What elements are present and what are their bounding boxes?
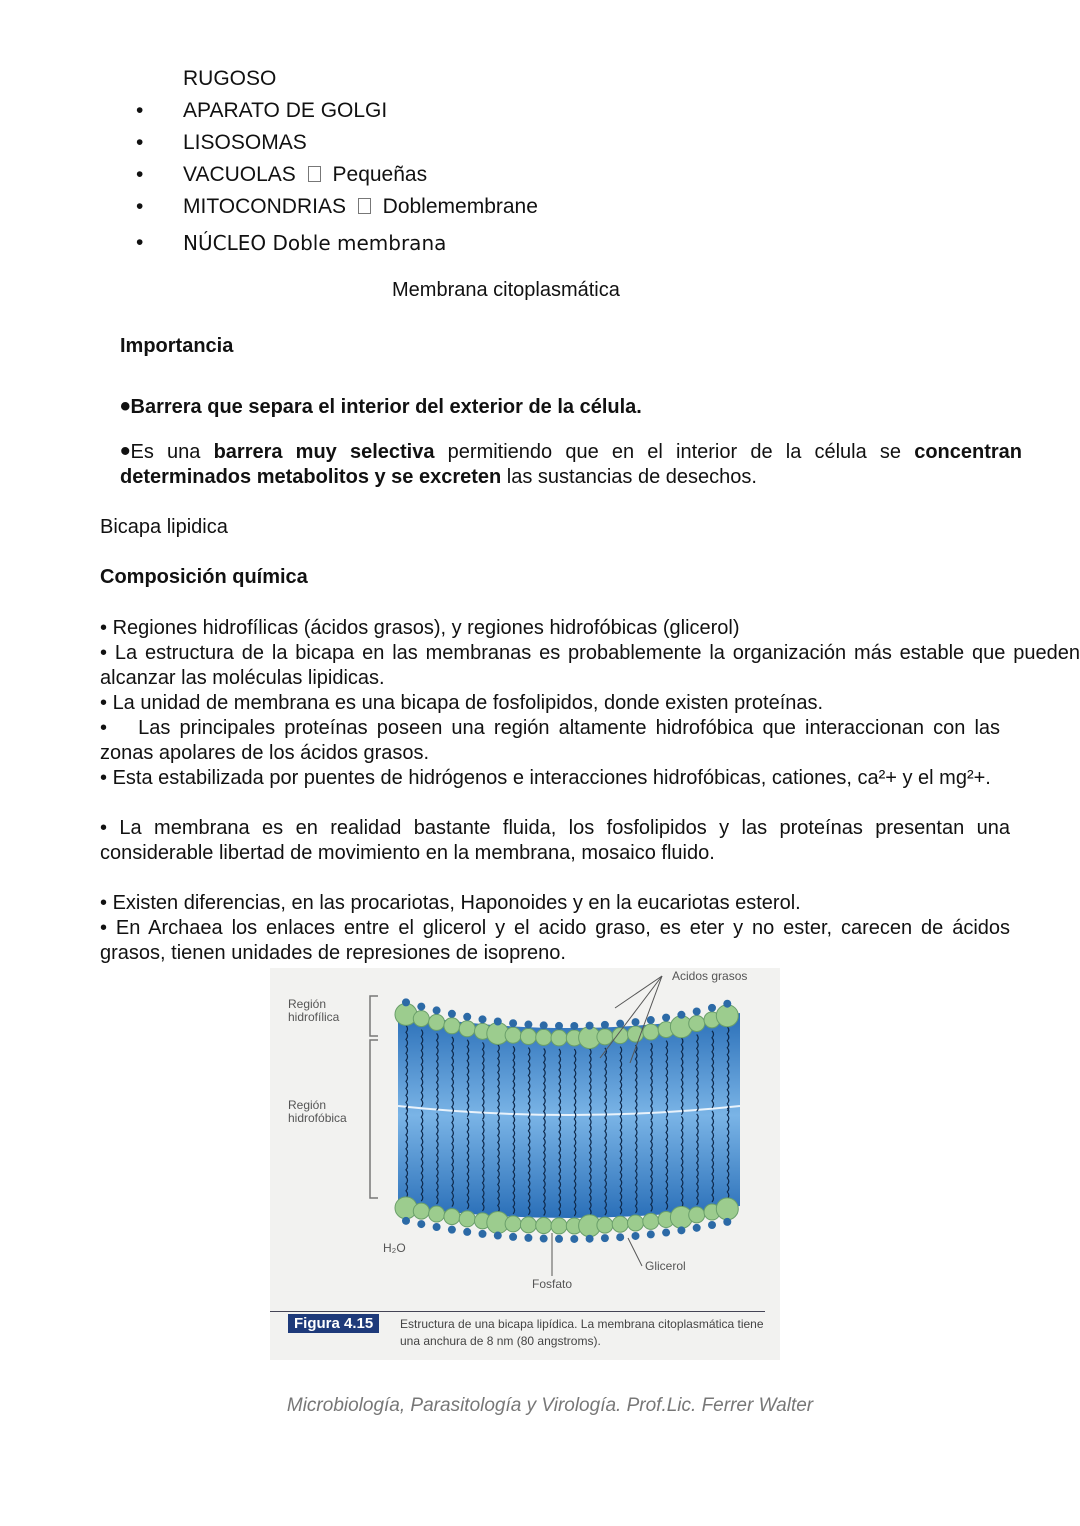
phosphate-head	[708, 1004, 716, 1012]
composicion-text: Existen diferencias, en las procariotas, Haponoides y en la eucariotas esterol.	[112, 892, 801, 914]
phosphate-head	[494, 1232, 502, 1240]
phosphate-head	[677, 1011, 685, 1019]
text-segment: Es una	[130, 441, 214, 463]
bold-segment: barrera muy selectiva	[213, 441, 435, 463]
glycerol-head	[612, 1028, 628, 1044]
glycerol-head	[716, 1198, 738, 1220]
importancia-text: Barrera que separa el interior del exterior de la célula.	[130, 396, 642, 418]
organelle-name: NÚCLEO Doble membrana	[183, 231, 447, 255]
bullet-icon: •	[136, 231, 144, 254]
label-region-hidrofilica: Región hidrofílica	[288, 997, 340, 1024]
glycerol-head	[520, 1029, 536, 1045]
figure-caption: Estructura de una bicapa lipídica. La membrana citoplasmática tiene una anchura de 8 nm (80 angstroms).	[400, 1317, 764, 1348]
glycerol-head	[628, 1215, 644, 1231]
phosphate-head	[509, 1019, 517, 1027]
phosphate-head	[723, 1000, 731, 1008]
composicion-item: • La membrana es en realidad bastante fluida, los fosfolipidos y las proteínas presentan una considerable libertad de movimiento en la membrana, mosaico fluido.	[100, 817, 1010, 864]
organelle-item	[183, 66, 276, 92]
phosphate-head	[662, 1229, 670, 1237]
glycerol-head	[689, 1016, 705, 1032]
composicion-item: • Existen diferencias, en las procariotas, Haponoides y en la eucariotas esterol.	[100, 892, 801, 914]
bullet-icon: •	[136, 163, 144, 186]
phosphate-head	[509, 1233, 517, 1241]
phosphate-head	[417, 1220, 425, 1228]
phosphate-head	[616, 1020, 624, 1028]
importancia-item-2	[120, 435, 1023, 490]
phosphate-head	[494, 1017, 502, 1025]
phosphate-head	[632, 1018, 640, 1026]
phosphate-head	[463, 1013, 471, 1021]
composicion-text: La membrana es en realidad bastante fluida, los fosfolipidos y las proteínas presentan una considerable libertad de movimiento en la membrana, mosaico fluido.	[100, 817, 1010, 864]
leader-line	[628, 1238, 642, 1266]
phosphate-head	[448, 1226, 456, 1234]
glycerol-head	[689, 1207, 705, 1223]
phosphate-head	[693, 1008, 701, 1016]
importancia-item-1	[120, 390, 642, 423]
phosphate-head	[647, 1016, 655, 1024]
bracket-hidrofobica	[370, 1040, 378, 1198]
importancia-heading: Importancia	[120, 335, 234, 357]
organelle-item	[136, 230, 447, 256]
composicion-item: • La unidad de membrana es una bicapa de fosfolipidos, donde existen proteínas.	[100, 692, 824, 714]
organelle-item	[136, 162, 428, 188]
phosphate-head	[570, 1022, 578, 1030]
glycerol-head	[444, 1018, 460, 1034]
glycerol-head	[536, 1218, 552, 1234]
bold-segment: concentran determinados metabolitos y se excreten	[120, 441, 1023, 488]
phosphate-head	[601, 1234, 609, 1242]
glycerol-head	[716, 1005, 738, 1027]
phosphate-head	[555, 1235, 563, 1243]
glycerol-head	[459, 1021, 475, 1037]
phosphate-head	[570, 1235, 578, 1243]
section-title: Membrana citoplasmática	[392, 279, 620, 301]
glycerol-head	[536, 1029, 552, 1045]
composicion-heading: Composición química	[100, 566, 308, 588]
phosphate-head	[479, 1230, 487, 1238]
glycerol-head	[505, 1216, 521, 1232]
phosphate-head	[524, 1021, 532, 1029]
composicion-text: En Archaea los enlaces entre el glicerol y el acido graso, es eter y no ester, carecen de ácidos grasos, tienen unidades de represiones de isopreno.	[100, 917, 1011, 964]
organelle-item	[136, 194, 538, 220]
organelle-name: LISOSOMAS	[183, 131, 307, 154]
composicion-text: Esta estabilizada por puentes de hidrógenos e interacciones hidrofóbicas, cationes, ca²+ y el mg²+.	[112, 767, 991, 789]
phosphate-head	[417, 1003, 425, 1011]
glycerol-head	[429, 1206, 445, 1222]
bracket-hidrofilica	[370, 996, 378, 1036]
leader-line	[615, 976, 662, 1008]
composicion-item: • Regiones hidrofílicas (ácidos grasos), y regiones hidrofóbicas (glicerol)	[100, 617, 740, 639]
composicion-item: • Esta estabilizada por puentes de hidrógenos e interacciones hidrofóbicas, cationes, ca²+ y el mg²+.	[100, 767, 991, 789]
phosphate-head	[662, 1014, 670, 1022]
bullet-icon: •	[120, 435, 131, 468]
label-fosfato: Fosfato	[532, 1277, 573, 1291]
composicion-item: • La estructura de la bicapa en las membranas es probablemente la organización más estable que pueden alcanzar las moléculas lipidicas.	[100, 642, 1080, 689]
phosphate-head	[632, 1232, 640, 1240]
glycerol-head	[413, 1203, 429, 1219]
page-footer: Microbiología, Parasitología y Virología. Prof.Lic. Ferrer Walter	[286, 1395, 814, 1416]
composicion-text: La unidad de membrana es una bicapa de fosfolipidos, donde existen proteínas.	[112, 692, 824, 714]
glycerol-head	[444, 1209, 460, 1225]
glycerol-head	[643, 1024, 659, 1040]
phosphate-head	[433, 1006, 441, 1014]
organelle-note: Doblemembrane	[382, 195, 538, 218]
phosphate-head	[540, 1021, 548, 1029]
composicion-item: • En Archaea los enlaces entre el glicerol y el acido graso, es eter y no ester, carecen de ácidos grasos, tienen unidades de represiones de isopreno.	[100, 917, 1011, 964]
phosphate-head	[586, 1022, 594, 1030]
bullet-icon: •	[136, 99, 144, 122]
missing-glyph-icon	[358, 198, 371, 214]
figure-number: Figura 4.15	[288, 1314, 379, 1333]
organelle-name: RUGOSO	[183, 67, 277, 90]
glycerol-head	[520, 1217, 536, 1233]
composicion-text: La estructura de la bicapa en las membranas es probablemente la organización más estable que pueden alcanzar las moléculas lipidicas.	[100, 642, 1080, 689]
composicion-item: • Las principales proteínas poseen una región altamente hidrofóbica que interaccionan con las zonas apolares de los ácidos grasos.	[100, 717, 1001, 764]
phosphate-head	[708, 1221, 716, 1229]
phosphate-head	[540, 1235, 548, 1243]
phosphate-head	[402, 998, 410, 1006]
glycerol-head	[505, 1027, 521, 1043]
text-segment: permitiendo que en el interior de la célula se	[434, 441, 915, 463]
glycerol-head	[612, 1216, 628, 1232]
composicion-text: Las principales proteínas poseen una región altamente hidrofóbica que interaccionan con las zonas apolares de los ácidos grasos.	[100, 717, 1001, 764]
label-h2o: H₂O	[383, 1241, 406, 1255]
glycerol-head	[551, 1218, 567, 1234]
glycerol-head	[551, 1030, 567, 1046]
phosphate-head	[647, 1230, 655, 1238]
organelle-note: Pequeñas	[332, 163, 428, 186]
phosphate-head	[402, 1217, 410, 1225]
phosphate-head	[555, 1022, 563, 1030]
label-region-hidrofobica: Región hidrofóbica	[288, 1098, 347, 1125]
organelle-item	[136, 130, 307, 156]
glycerol-head	[597, 1029, 613, 1045]
glycerol-head	[643, 1213, 659, 1229]
caption-divider	[270, 1311, 765, 1312]
phosphate-head	[601, 1021, 609, 1029]
phosphate-head	[616, 1233, 624, 1241]
missing-glyph-icon	[308, 166, 321, 182]
label-acidos-grasos: Acidos grasos	[672, 969, 748, 983]
organelle-name: VACUOLAS	[183, 163, 296, 186]
phosphate-head	[586, 1235, 594, 1243]
phosphate-head	[463, 1228, 471, 1236]
organelle-name: MITOCONDRIAS	[183, 195, 346, 218]
bilayer-figure	[270, 968, 780, 1360]
bicapa-label: Bicapa lipidica	[100, 516, 228, 538]
phosphate-head	[433, 1223, 441, 1231]
phosphate-head	[693, 1224, 701, 1232]
phosphate-head	[677, 1226, 685, 1234]
composicion-text: Regiones hidrofílicas (ácidos grasos), y regiones hidrofóbicas (glicerol)	[112, 617, 740, 639]
phosphate-head	[524, 1234, 532, 1242]
label-glicerol: Glicerol	[645, 1259, 686, 1273]
glycerol-head	[597, 1217, 613, 1233]
organelle-item	[136, 98, 388, 124]
bullet-icon: •	[136, 195, 144, 218]
glycerol-head	[459, 1211, 475, 1227]
glycerol-head	[429, 1014, 445, 1030]
phosphate-head	[479, 1015, 487, 1023]
text-segment: las sustancias de desechos.	[501, 466, 757, 488]
glycerol-head	[413, 1011, 429, 1027]
phosphate-head	[448, 1010, 456, 1018]
bullet-icon: •	[136, 131, 144, 154]
phosphate-head	[723, 1218, 731, 1226]
bullet-icon: •	[120, 390, 131, 423]
organelle-name: APARATO DE GOLGI	[183, 99, 388, 122]
